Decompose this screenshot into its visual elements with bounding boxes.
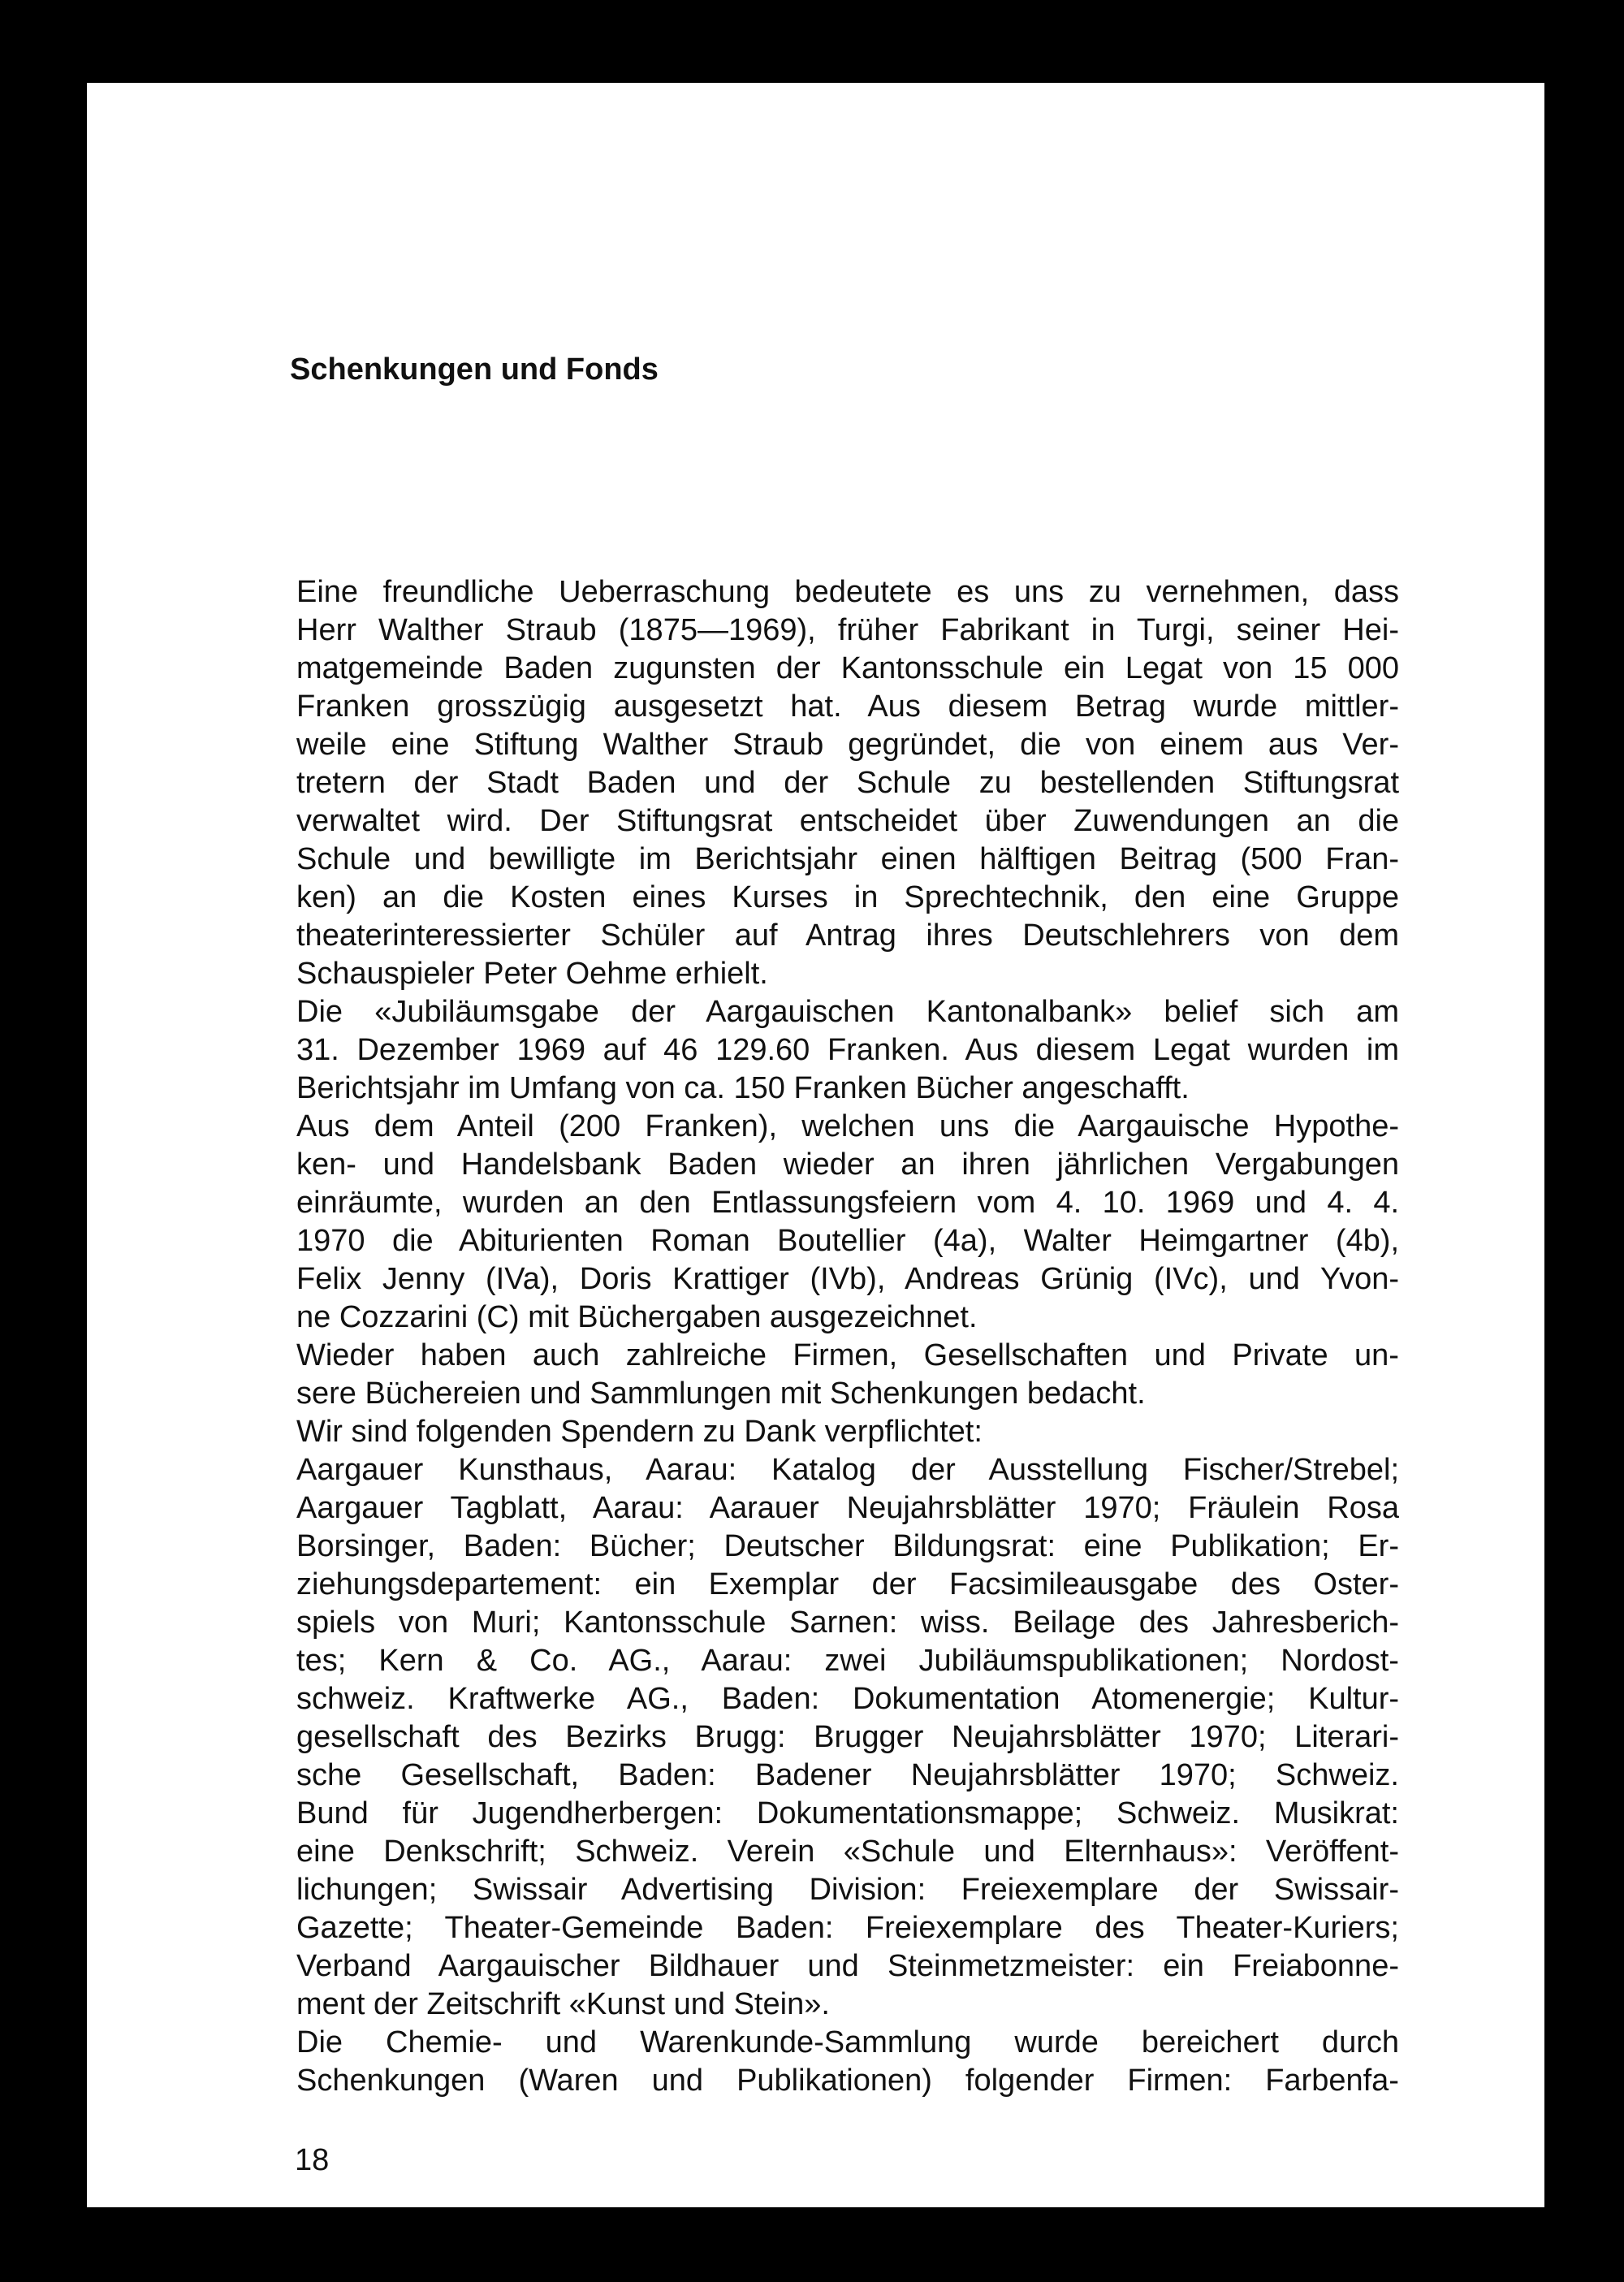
text-line: Schenkungen (Waren und Publikationen) folgender Firmen: Farbenfa- (296, 2064, 1399, 2098)
text-line: eine Denkschrift; Schweiz. Verein «Schule und Elternhaus»: Veröffent- (296, 1835, 1399, 1869)
page-number: 18 (295, 2143, 330, 2177)
text-line: Berichtsjahr im Umfang von ca. 150 Franken Bücher angeschafft. (296, 1071, 1190, 1105)
text-line: Wir sind folgenden Spendern zu Dank verpflichtet: (296, 1415, 983, 1449)
text-line: ken) an die Kosten eines Kurses in Sprechtechnik, den eine Gruppe (296, 880, 1400, 914)
text-line: 1970 die Abiturienten Roman Boutellier (4a), Walter Heimgartner (4b), (296, 1224, 1400, 1258)
text-line: Franken grosszügig ausgesetzt hat. Aus diesem Betrag wurde mittler- (296, 689, 1399, 724)
text-line: einräumte, wurden an den Entlassungsfeiern vom 4. 10. 1969 und 4. 4. (296, 1186, 1400, 1220)
text-line: Aus dem Anteil (200 Franken), welchen uns die Aargauische Hypothe- (296, 1109, 1399, 1143)
document-page (87, 83, 1544, 2207)
text-line: spiels von Muri; Kantonsschule Sarnen: wiss. Beilage des Jahresberich- (296, 1606, 1399, 1640)
text-line: lichungen; Swissair Advertising Division: Freiexemplare der Swissair- (296, 1873, 1399, 1907)
body-text (296, 573, 1399, 2100)
text-line: Gazette; Theater-Gemeinde Baden: Freiexemplare des Theater-Kuriers; (296, 1911, 1399, 1945)
text-line: gesellschaft des Bezirks Brugg: Brugger Neujahrsblätter 1970; Literari- (296, 1720, 1399, 1754)
text-line: ment der Zeitschrift «Kunst und Stein». (296, 1987, 830, 2021)
text-line: Wieder haben auch zahlreiche Firmen, Gesellschaften und Private un- (296, 1338, 1399, 1372)
text-line: Die «Jubiläumsgabe der Aargauischen Kantonalbank» belief sich am (296, 995, 1399, 1029)
text-line: Aargauer Kunsthaus, Aarau: Katalog der Ausstellung Fischer/Strebel; (296, 1453, 1400, 1487)
text-line: 31. Dezember 1969 auf 46 129.60 Franken. Aus diesem Legat wurden im (296, 1033, 1399, 1067)
text-line: verwaltet wird. Der Stiftungsrat entscheidet über Zuwendungen an die (296, 804, 1400, 838)
text-line: ne Cozzarini (C) mit Büchergaben ausgezeichnet. (296, 1300, 978, 1334)
text-line: Die Chemie- und Warenkunde-Sammlung wurde bereichert durch (296, 2025, 1399, 2059)
text-line: ziehungsdepartement: ein Exemplar der Facsimileausgabe des Oster- (296, 1567, 1399, 1601)
text-line: Verband Aargauischer Bildhauer und Steinmetzmeister: ein Freiabonne- (296, 1949, 1399, 1983)
text-line: weile eine Stiftung Walther Straub gegründet, die von einem aus Ver- (296, 728, 1399, 762)
text-line: Schauspieler Peter Oehme erhielt. (296, 957, 768, 991)
text-line: Borsinger, Baden: Bücher; Deutscher Bildungsrat: eine Publikation; Er- (296, 1529, 1399, 1563)
text-line: sere Büchereien und Sammlungen mit Schenkungen bedacht. (296, 1377, 1146, 1411)
text-line: sche Gesellschaft, Baden: Badener Neujahrsblätter 1970; Schweiz. (296, 1758, 1399, 1792)
text-line: theaterinteressierter Schüler auf Antrag ihres Deutschlehrers von dem (296, 918, 1399, 953)
text-line: Herr Walther Straub (1875—1969), früher Fabrikant in Turgi, seiner Hei- (296, 613, 1399, 647)
text-line: Eine freundliche Ueberraschung bedeutete es uns zu vernehmen, dass (296, 575, 1400, 609)
section-heading: Schenkungen und Fonds (290, 352, 659, 387)
text-line: Aargauer Tagblatt, Aarau: Aarauer Neujahrsblätter 1970; Fräulein Rosa (296, 1491, 1400, 1525)
text-line: matgemeinde Baden zugunsten der Kantonsschule ein Legat von 15 000 (296, 651, 1400, 685)
text-line: Schule und bewilligte im Berichtsjahr einen hälftigen Beitrag (500 Fran- (296, 842, 1399, 876)
text-line: Felix Jenny (IVa), Doris Krattiger (IVb), Andreas Grünig (IVc), und Yvon- (296, 1262, 1400, 1296)
text-line: schweiz. Kraftwerke AG., Baden: Dokumentation Atomenergie; Kultur- (296, 1682, 1400, 1716)
text-line: tretern der Stadt Baden und der Schule zu bestellenden Stiftungsrat (296, 766, 1400, 800)
text-line: tes; Kern & Co. AG., Aarau: zwei Jubiläumspublikationen; Nordost- (296, 1644, 1399, 1678)
text-line: Bund für Jugendherbergen: Dokumentationsmappe; Schweiz. Musikrat: (296, 1796, 1399, 1830)
text-line: ken- und Handelsbank Baden wieder an ihren jährlichen Vergabungen (296, 1147, 1399, 1182)
